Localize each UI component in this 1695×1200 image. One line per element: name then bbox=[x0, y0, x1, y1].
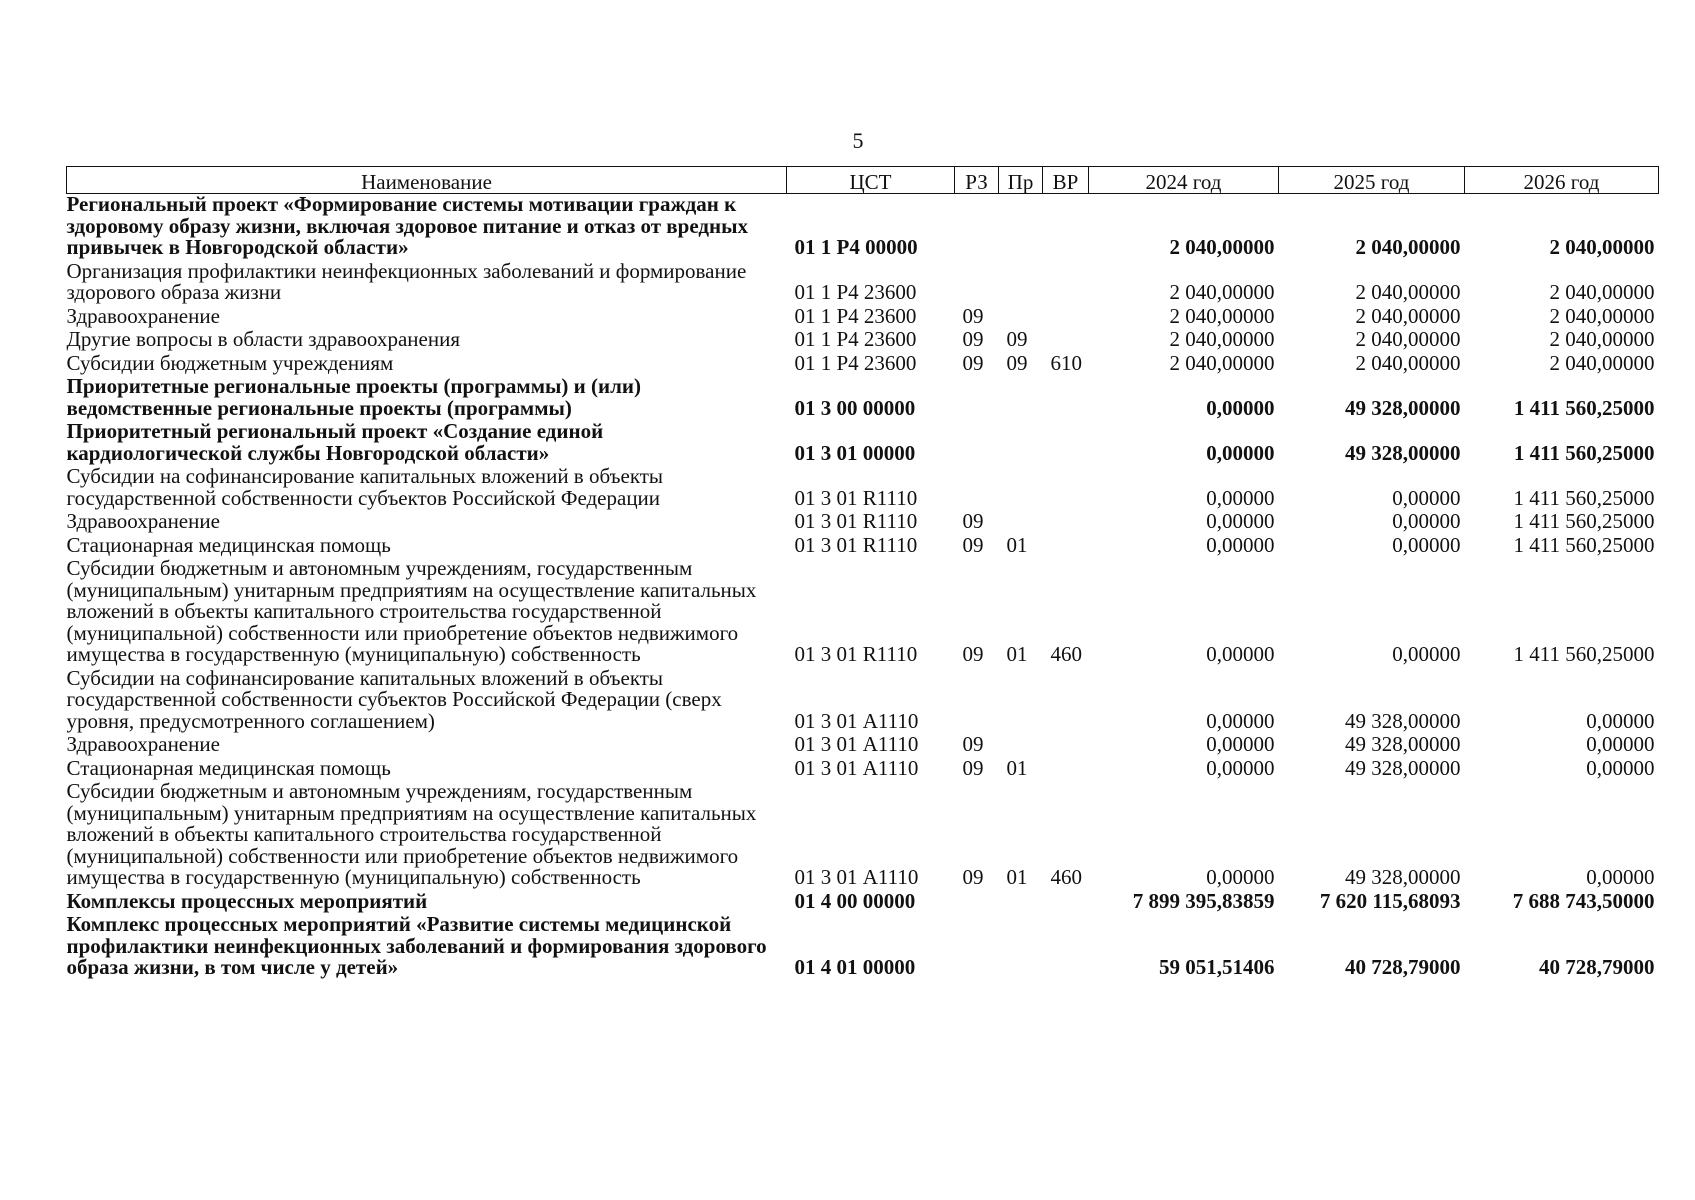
row-pr: 09 bbox=[1006, 350, 1028, 375]
row-2024: 0,00000 bbox=[1206, 509, 1275, 533]
header-pr: Пр bbox=[999, 167, 1043, 194]
row-2025: 2 040,00000 bbox=[1355, 280, 1461, 304]
row-2025: 49 328,00000 bbox=[1345, 755, 1461, 780]
row-vr bbox=[1043, 891, 1089, 915]
row-2025: 49 328,00000 bbox=[1345, 395, 1461, 420]
row-rz: 09 bbox=[962, 865, 984, 889]
row-2025: 0,00000 bbox=[1392, 485, 1461, 510]
row-2026: 2 040,00000 bbox=[1549, 350, 1655, 375]
row-name: Стационарная медицинская помощь bbox=[66, 532, 391, 557]
row-vr: 610 bbox=[1050, 350, 1082, 375]
row-pr bbox=[999, 306, 1043, 330]
table-row bbox=[67, 891, 1659, 915]
row-rz bbox=[955, 376, 999, 421]
row-2026: 0,00000 bbox=[1586, 865, 1655, 889]
row-vr bbox=[1043, 466, 1089, 511]
header-name: Наименование bbox=[67, 167, 787, 194]
row-pr: 01 bbox=[1006, 532, 1028, 557]
table-row bbox=[67, 306, 1659, 330]
row-pr bbox=[999, 194, 1043, 261]
row-2026: 0,00000 bbox=[1586, 732, 1655, 756]
row-vr bbox=[1043, 376, 1089, 421]
row-2025: 49 328,00000 bbox=[1345, 440, 1461, 465]
row-cst: 01 3 01 R1110 bbox=[794, 509, 918, 533]
row-rz: 09 bbox=[962, 327, 984, 351]
row-vr bbox=[1043, 668, 1089, 735]
row-2026: 0,00000 bbox=[1586, 708, 1655, 733]
row-2024: 2 040,00000 bbox=[1169, 350, 1275, 375]
row-2025: 7 620 115,68093 bbox=[1319, 888, 1461, 913]
header-row bbox=[67, 167, 1659, 194]
row-vr: 460 bbox=[1050, 642, 1082, 666]
row-2025: 2 040,00000 bbox=[1355, 327, 1461, 351]
row-name: Субсидии на софинансирование капитальных вложений в объекты государственной собственности субъектов Российской Федерации (сверх уровня, предусмотренного соглашением) bbox=[66, 665, 722, 733]
row-pr bbox=[999, 668, 1043, 735]
row-2024: 7 899 395,83859 bbox=[1132, 888, 1275, 913]
row-2024: 2 040,00000 bbox=[1169, 235, 1275, 259]
row-vr bbox=[1043, 329, 1089, 353]
row-name: Комплексы процессных мероприятий bbox=[66, 888, 428, 913]
row-2025: 0,00000 bbox=[1392, 642, 1461, 666]
row-2026: 1 411 560,25000 bbox=[1513, 532, 1655, 557]
table-row bbox=[67, 758, 1659, 782]
row-cst: 01 3 01 R1110 bbox=[794, 642, 918, 666]
row-2026: 1 411 560,25000 bbox=[1513, 440, 1655, 465]
row-cst: 01 3 01 А1110 bbox=[794, 755, 919, 780]
row-2024: 0,00000 bbox=[1206, 485, 1275, 510]
row-pr bbox=[999, 511, 1043, 535]
table-row bbox=[67, 914, 1659, 981]
row-cst: 01 1 Р4 00000 bbox=[794, 235, 918, 259]
row-cst: 01 3 01 R1110 bbox=[794, 485, 918, 510]
row-2024: 59 051,51406 bbox=[1159, 955, 1275, 979]
row-pr: 01 bbox=[1006, 865, 1028, 889]
row-name: Субсидии бюджетным учреждениям bbox=[66, 350, 394, 375]
row-2024: 0,00000 bbox=[1206, 440, 1275, 465]
header-vr: ВР bbox=[1043, 167, 1089, 194]
header-cst: ЦСТ bbox=[787, 167, 955, 194]
row-cst: 01 1 Р4 23600 bbox=[794, 327, 917, 351]
row-2026: 1 411 560,25000 bbox=[1513, 642, 1655, 666]
row-name: Здравоохранение bbox=[66, 303, 220, 328]
row-2025: 0,00000 bbox=[1392, 532, 1461, 557]
table-row bbox=[67, 329, 1659, 353]
table-row bbox=[67, 511, 1659, 535]
row-2025: 49 328,00000 bbox=[1345, 732, 1461, 756]
table-row bbox=[67, 466, 1659, 511]
row-2024: 2 040,00000 bbox=[1169, 327, 1275, 351]
budget-table bbox=[66, 166, 1659, 981]
header-rz: РЗ bbox=[955, 167, 999, 194]
row-vr bbox=[1043, 511, 1089, 535]
row-pr bbox=[999, 734, 1043, 758]
row-2024: 0,00000 bbox=[1206, 642, 1275, 666]
row-2024: 0,00000 bbox=[1206, 708, 1275, 733]
row-rz bbox=[955, 914, 999, 981]
row-pr bbox=[999, 914, 1043, 981]
row-name: Региональный проект «Формирование системы мотивации граждан к здоровому образу жизни, включая здоровое питание и отказ от вредных привычек в Новгородской области» bbox=[66, 192, 748, 259]
row-pr bbox=[999, 261, 1043, 306]
row-2024: 0,00000 bbox=[1206, 532, 1275, 557]
row-2026: 1 411 560,25000 bbox=[1513, 485, 1655, 510]
row-2026: 7 688 743,50000 bbox=[1512, 888, 1655, 913]
row-name: Здравоохранение bbox=[66, 732, 220, 756]
row-name: Субсидии бюджетным и автономным учреждениям, государственным (муниципальным) унитарным предприятиям на осуществление капитальных вложений в объекты капитального строительства государственной (муниципальной) собственности или приобретение объектов недвижимого имущества в государственную (муниципальную) собственность bbox=[66, 556, 757, 666]
row-rz: 09 bbox=[962, 532, 984, 557]
table-row bbox=[67, 734, 1659, 758]
row-2025: 2 040,00000 bbox=[1355, 350, 1461, 375]
page-number: 5 bbox=[852, 128, 864, 153]
row-name: Приоритетные региональные проекты (программы) и (или) ведомственные региональные проекты (программы) bbox=[66, 374, 641, 420]
row-vr bbox=[1043, 758, 1089, 782]
table-row bbox=[67, 781, 1659, 891]
row-name: Комплекс процессных мероприятий «Развитие системы медицинской профилактики неинфекционных заболеваний и формирования здорового образа жизни, в том числе у детей» bbox=[66, 912, 767, 979]
row-2026: 2 040,00000 bbox=[1549, 327, 1655, 351]
row-name: Здравоохранение bbox=[66, 509, 220, 533]
row-2024: 0,00000 bbox=[1206, 732, 1275, 756]
row-2026: 1 411 560,25000 bbox=[1513, 395, 1655, 420]
row-pr: 09 bbox=[1006, 327, 1028, 351]
row-vr bbox=[1043, 535, 1089, 559]
row-rz bbox=[955, 261, 999, 306]
row-2026: 1 411 560,25000 bbox=[1513, 509, 1655, 533]
row-vr bbox=[1043, 734, 1089, 758]
table-row bbox=[67, 376, 1659, 421]
row-2025: 49 328,00000 bbox=[1345, 708, 1461, 733]
row-vr: 460 bbox=[1050, 865, 1082, 889]
row-rz: 09 bbox=[962, 755, 984, 780]
table-row bbox=[67, 194, 1659, 261]
row-rz: 09 bbox=[962, 642, 984, 666]
row-name: Субсидии бюджетным и автономным учреждениям, государственным (муниципальным) унитарным предприятиям на осуществление капитальных вложений в объекты капитального строительства государственной (муниципальной) собственности или приобретение объектов недвижимого имущества в государственную (муниципальную) собственность bbox=[66, 779, 757, 889]
row-name: Субсидии на софинансирование капитальных вложений в объекты государственной собственности субъектов Российской Федерации bbox=[66, 464, 664, 510]
table-row bbox=[67, 535, 1659, 559]
row-2024: 0,00000 bbox=[1206, 755, 1275, 780]
row-2026: 2 040,00000 bbox=[1549, 303, 1655, 328]
row-rz: 09 bbox=[962, 303, 984, 328]
row-cst: 01 4 01 00000 bbox=[794, 955, 916, 979]
row-cst: 01 3 01 А1110 bbox=[794, 865, 919, 889]
row-cst: 01 1 Р4 23600 bbox=[794, 303, 917, 328]
table-row bbox=[67, 421, 1659, 466]
header-2025: 2025 год bbox=[1279, 167, 1465, 194]
row-2026: 2 040,00000 bbox=[1549, 235, 1655, 259]
row-vr bbox=[1043, 421, 1089, 466]
row-vr bbox=[1043, 914, 1089, 981]
row-2025: 40 728,79000 bbox=[1345, 955, 1461, 979]
row-cst: 01 3 01 00000 bbox=[794, 440, 916, 465]
row-cst: 01 3 01 R1110 bbox=[794, 532, 918, 557]
header-2026: 2026 год bbox=[1465, 167, 1659, 194]
row-2025: 0,00000 bbox=[1392, 509, 1461, 533]
row-rz bbox=[955, 466, 999, 511]
row-2025: 49 328,00000 bbox=[1345, 865, 1461, 889]
row-pr bbox=[999, 466, 1043, 511]
row-vr bbox=[1043, 261, 1089, 306]
row-cst: 01 1 Р4 23600 bbox=[794, 280, 917, 304]
row-rz bbox=[955, 421, 999, 466]
table-row bbox=[67, 261, 1659, 306]
row-rz bbox=[955, 668, 999, 735]
row-rz bbox=[955, 891, 999, 915]
row-name: Приоритетный региональный проект «Создание единой кардиологической службы Новгородской области» bbox=[66, 419, 604, 465]
row-cst: 01 3 01 А1110 bbox=[794, 732, 919, 756]
row-pr bbox=[999, 891, 1043, 915]
row-cst: 01 3 00 00000 bbox=[794, 395, 916, 420]
header-2024: 2024 год bbox=[1089, 167, 1279, 194]
table-row bbox=[67, 353, 1659, 377]
row-name: Другие вопросы в области здравоохранения bbox=[66, 327, 460, 351]
table-body bbox=[67, 194, 1659, 981]
row-rz: 09 bbox=[962, 509, 984, 533]
table-row bbox=[67, 558, 1659, 668]
row-pr bbox=[999, 376, 1043, 421]
table-row bbox=[67, 668, 1659, 735]
row-pr bbox=[999, 421, 1043, 466]
row-2024: 2 040,00000 bbox=[1169, 280, 1275, 304]
row-cst: 01 1 Р4 23600 bbox=[794, 350, 917, 375]
row-name: Организация профилактики неинфекционных заболеваний и формирование здорового образа жизни bbox=[66, 258, 747, 304]
row-pr: 01 bbox=[1006, 755, 1028, 780]
row-rz: 09 bbox=[962, 350, 984, 375]
row-rz bbox=[955, 194, 999, 261]
row-name: Стационарная медицинская помощь bbox=[66, 755, 391, 780]
row-vr bbox=[1043, 194, 1089, 261]
row-2024: 2 040,00000 bbox=[1169, 303, 1275, 328]
row-2025: 2 040,00000 bbox=[1355, 235, 1461, 259]
row-2026: 0,00000 bbox=[1586, 755, 1655, 780]
row-vr bbox=[1043, 306, 1089, 330]
row-rz: 09 bbox=[962, 732, 984, 756]
row-2026: 2 040,00000 bbox=[1549, 280, 1655, 304]
row-2026: 40 728,79000 bbox=[1539, 955, 1655, 979]
row-2025: 2 040,00000 bbox=[1355, 303, 1461, 328]
row-cst: 01 4 00 00000 bbox=[794, 888, 916, 913]
row-cst: 01 3 01 А1110 bbox=[794, 708, 919, 733]
row-pr: 01 bbox=[1006, 642, 1028, 666]
row-2024: 0,00000 bbox=[1206, 865, 1275, 889]
row-2024: 0,00000 bbox=[1206, 395, 1275, 420]
